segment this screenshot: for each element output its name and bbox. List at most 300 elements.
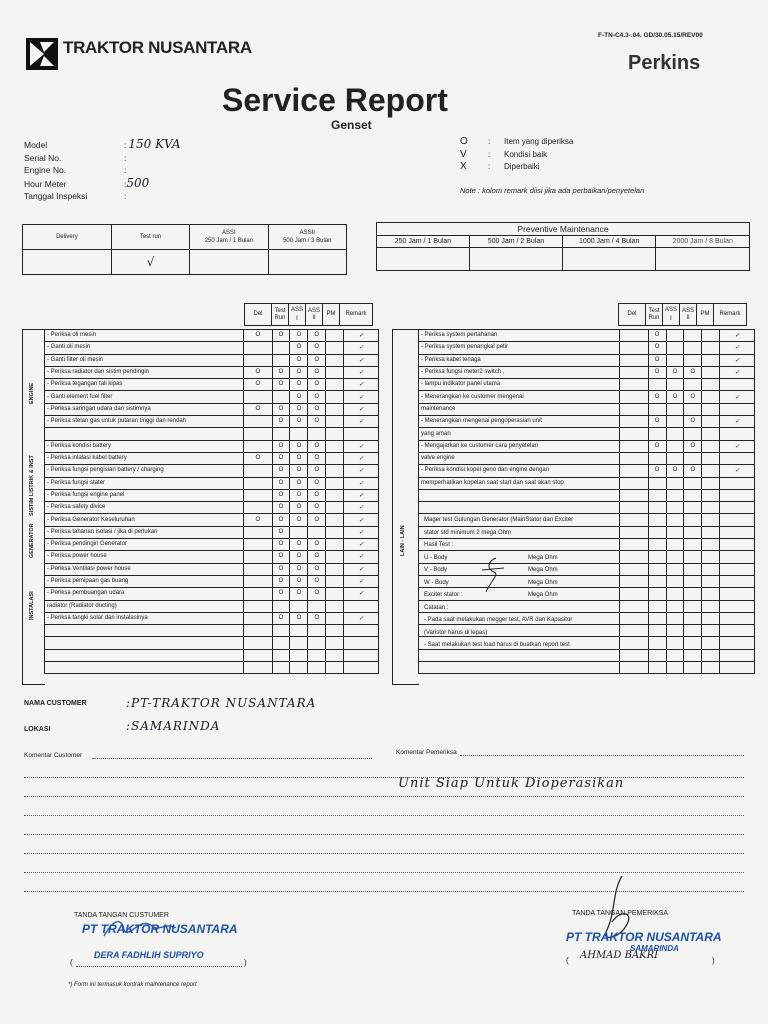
check-mark-cell — [326, 588, 344, 600]
legend — [460, 136, 573, 174]
hour-meter-value: 500 — [126, 175, 150, 190]
remark-cell: ✓ — [720, 465, 755, 477]
check-mark-cell — [702, 551, 720, 563]
check-mark-cell — [244, 551, 272, 563]
table-row — [45, 649, 379, 661]
table-row — [45, 625, 379, 637]
check-mark-cell — [244, 465, 272, 477]
remark-cell — [720, 502, 755, 514]
check-mark-cell — [272, 428, 290, 440]
remark-cell — [344, 625, 379, 637]
check-mark-cell — [326, 662, 344, 674]
table-row — [419, 342, 755, 354]
check-mark-cell — [648, 489, 666, 501]
remark-cell: ✓ — [344, 612, 379, 624]
check-mark-cell: O — [244, 330, 272, 342]
check-mark-cell — [620, 342, 648, 354]
remark-cell: ✓ — [344, 342, 379, 354]
check-mark-cell — [290, 526, 308, 538]
check-mark-cell — [326, 354, 344, 366]
checklist-item-label — [45, 625, 244, 637]
komentar-customer-label: Komentar Customer — [24, 752, 83, 759]
check-mark-cell — [272, 342, 290, 354]
check-mark-cell — [308, 625, 326, 637]
checklist-item-label: - Periksa radiator dan sistim pendingin — [45, 366, 244, 378]
checklist-item-label: - lampu indikator panel utama — [419, 379, 620, 391]
checklist-item-label: - Periksa oli mesin — [45, 330, 244, 342]
check-mark-cell: O — [648, 440, 666, 452]
checklist-item-label — [45, 649, 244, 661]
check-mark-cell: O — [290, 551, 308, 563]
remark-cell: ✓ — [344, 502, 379, 514]
checklist-item-label: - Periksa fungsi stater — [45, 477, 244, 489]
check-mark-cell — [290, 600, 308, 612]
remark-cell — [720, 662, 755, 674]
check-mark-cell: O — [308, 489, 326, 501]
check-mark-cell — [326, 330, 344, 342]
remark-cell: ✓ — [720, 354, 755, 366]
checklist-item-label: - Periksa pembuangan udara — [45, 588, 244, 600]
check-mark-cell: O — [308, 588, 326, 600]
remark-cell: ✓ — [720, 330, 755, 342]
table-row — [45, 452, 379, 464]
check-mark-cell — [684, 489, 702, 501]
check-mark-cell — [326, 539, 344, 551]
check-mark-cell: O — [308, 551, 326, 563]
check-mark-cell: O — [648, 416, 666, 428]
check-mark-cell: O — [648, 366, 666, 378]
check-mark-cell: O — [684, 391, 702, 403]
check-mark-cell — [684, 428, 702, 440]
checklist-item-label: radiator (Radiator ducting) — [45, 600, 244, 612]
check-mark-cell: O — [666, 366, 684, 378]
check-mark-cell: O — [666, 465, 684, 477]
table-row — [419, 428, 755, 440]
check-mark-cell: O — [290, 354, 308, 366]
remark-cell — [720, 403, 755, 415]
section-engine: ENGINE — [29, 382, 35, 404]
check-mark-cell — [326, 452, 344, 464]
check-mark-cell — [326, 489, 344, 501]
customer-name-label: NAMA CUSTOMER — [24, 700, 87, 707]
check-mark-cell — [702, 625, 720, 637]
check-mark-cell: O — [290, 465, 308, 477]
table-row — [419, 354, 755, 366]
check-mark-cell — [620, 354, 648, 366]
check-mark-cell: O — [290, 403, 308, 415]
table-row — [45, 440, 379, 452]
check-mark-cell — [648, 649, 666, 661]
check-mark-cell: O — [290, 563, 308, 575]
check-mark-cell — [308, 428, 326, 440]
table-row — [45, 637, 379, 649]
remark-cell — [720, 452, 755, 464]
table-row — [45, 612, 379, 624]
komentar-pemeriksa-label: Komentar Pemeriksa — [396, 749, 457, 756]
table-row — [45, 379, 379, 391]
checklist-item-label: - Periksa kondisi kopel geno dan engine dengan — [419, 465, 620, 477]
check-mark-cell — [326, 428, 344, 440]
checklist-item-label: - Menerangkan ke customer mengenai — [419, 391, 620, 403]
check-mark-cell — [666, 403, 684, 415]
check-mark-cell — [620, 428, 648, 440]
check-mark-cell: O — [272, 452, 290, 464]
table-row — [45, 539, 379, 551]
check-mark-cell — [684, 575, 702, 587]
table-row — [45, 477, 379, 489]
check-mark-cell — [272, 354, 290, 366]
check-mark-cell — [666, 354, 684, 366]
check-mark-cell — [684, 563, 702, 575]
check-mark-cell — [684, 330, 702, 342]
remark-cell: ✓ — [344, 563, 379, 575]
check-mark-cell — [244, 354, 272, 366]
check-mark-cell — [684, 637, 702, 649]
check-mark-cell — [326, 625, 344, 637]
remark-cell: ✓ — [344, 539, 379, 551]
model-value: 150 KVA — [128, 137, 181, 151]
remark-cell — [720, 428, 755, 440]
check-mark-cell — [620, 477, 648, 489]
checklist-item-label: - Periksa tangki solar dan instalasinya — [45, 612, 244, 624]
check-mark-cell: O — [272, 612, 290, 624]
check-mark-cell — [648, 452, 666, 464]
remark-cell: ✓ — [720, 416, 755, 428]
check-mark-cell — [684, 514, 702, 526]
checklist-item-label: - Periksa tegangan tali kipas — [45, 379, 244, 391]
check-mark-cell — [684, 477, 702, 489]
check-mark-cell — [620, 539, 648, 551]
check-mark-cell: O — [648, 342, 666, 354]
check-mark-cell — [702, 502, 720, 514]
right-section-column — [392, 329, 419, 685]
left-checklist-header: Del Test Run ASS I ASS II PM Remark — [244, 303, 373, 326]
inspector-name: AHMAD BAKRI — [580, 950, 659, 961]
check-mark-cell: O — [308, 391, 326, 403]
table-row — [45, 342, 379, 354]
check-mark-cell — [620, 403, 648, 415]
signature-bracket-right: ) — [712, 956, 715, 965]
check-mark-cell — [702, 489, 720, 501]
check-mark-cell — [244, 588, 272, 600]
check-mark-cell — [620, 662, 648, 674]
check-mark-cell — [702, 354, 720, 366]
checklist-item-label: - Mengajarkan ke customer cara penyetelan — [419, 440, 620, 452]
remark-cell: ✓ — [344, 416, 379, 428]
checklist-item-label: - Periksa power house — [45, 551, 244, 563]
check-mark-cell: O — [308, 612, 326, 624]
check-mark-cell — [620, 600, 648, 612]
check-mark-cell: O — [290, 391, 308, 403]
company-name: TRAKTOR NUSANTARA — [63, 38, 252, 57]
section-sistim-listrik: SISTIM LISTRIK & INST — [29, 455, 35, 516]
checklist-item-label: - Periksa kondisi battery — [45, 440, 244, 452]
check-mark-cell — [684, 662, 702, 674]
legend-row: O : Item yang diperiksa — [460, 136, 574, 147]
check-mark-cell — [684, 342, 702, 354]
table-row — [45, 514, 379, 526]
remark-cell: ✓ — [344, 452, 379, 464]
remark-cell — [344, 600, 379, 612]
table-row — [45, 662, 379, 674]
check-mark-cell: O — [308, 416, 326, 428]
check-mark-cell — [326, 403, 344, 415]
check-mark-cell — [648, 563, 666, 575]
page-subtitle: Genset — [331, 118, 372, 132]
remark-cell — [720, 539, 755, 551]
right-checklist-header: Del Test Run ASS I ASS II PM Remark — [618, 303, 747, 326]
check-mark-cell: O — [244, 379, 272, 391]
inspector-stamp-company: PT TRAKTOR NUSANTARA — [566, 930, 722, 944]
check-mark-cell: O — [684, 416, 702, 428]
checklist-item-label: - Periksa pendingin Generator — [45, 539, 244, 551]
checklist-item-label — [45, 662, 244, 674]
table-row — [45, 330, 379, 342]
remark-cell: ✓ — [720, 391, 755, 403]
table-row — [419, 379, 755, 391]
check-mark-cell — [666, 637, 684, 649]
check-mark-cell — [684, 612, 702, 624]
check-mark-cell — [326, 649, 344, 661]
remark-cell: ✓ — [344, 440, 379, 452]
signature-bracket-right: ) — [244, 958, 247, 967]
check-mark-cell — [666, 649, 684, 661]
check-mark-cell — [648, 403, 666, 415]
check-mark-cell — [244, 600, 272, 612]
check-mark-cell — [702, 428, 720, 440]
company-logo — [26, 38, 58, 70]
checklist-item-label: - Periksa pemipaan gas buang — [45, 575, 244, 587]
check-mark-cell: O — [272, 379, 290, 391]
checklist-item-label: - Periksa saringan udara dan sistimnya — [45, 403, 244, 415]
check-mark-cell — [702, 637, 720, 649]
check-mark-cell: O — [272, 489, 290, 501]
check-mark-cell — [648, 612, 666, 624]
customer-name-value: :PT-TRAKTOR NUSANTARA — [126, 696, 317, 710]
remark-cell — [720, 489, 755, 501]
table-row — [45, 354, 379, 366]
info-row: Engine No. : — [24, 165, 127, 175]
check-mark-cell — [648, 428, 666, 440]
check-mark-cell — [702, 366, 720, 378]
check-mark-cell — [620, 563, 648, 575]
table-row — [45, 526, 379, 538]
check-mark-cell: O — [308, 354, 326, 366]
check-mark-cell — [326, 514, 344, 526]
check-mark-cell — [702, 539, 720, 551]
table-row — [419, 465, 755, 477]
table-row — [45, 428, 379, 440]
remark-cell: ✓ — [344, 403, 379, 415]
check-mark-cell — [666, 330, 684, 342]
remark-cell: ✓ — [720, 366, 755, 378]
check-mark-cell — [244, 440, 272, 452]
check-mark-cell — [620, 514, 648, 526]
check-mark-cell — [702, 379, 720, 391]
check-mark-cell — [666, 539, 684, 551]
check-mark-cell: O — [272, 416, 290, 428]
check-mark-cell — [272, 625, 290, 637]
check-mark-cell — [290, 625, 308, 637]
check-mark-cell — [684, 452, 702, 464]
check-mark-cell: O — [290, 452, 308, 464]
table-row — [45, 465, 379, 477]
check-mark-cell — [620, 366, 648, 378]
megger-row: V - Body Mega Ohm — [424, 567, 558, 573]
table-row — [45, 575, 379, 587]
check-mark-cell: O — [308, 379, 326, 391]
footnote: *) Form ini termasuk kontrak maintenance report — [68, 982, 197, 988]
check-mark-cell: O — [272, 477, 290, 489]
remark-cell: ✓ — [344, 551, 379, 563]
check-mark-cell — [326, 342, 344, 354]
remark-cell — [344, 428, 379, 440]
check-mark-cell — [620, 637, 648, 649]
check-mark-cell — [648, 477, 666, 489]
check-mark-cell — [666, 379, 684, 391]
check-mark-cell — [244, 428, 272, 440]
check-mark-cell — [702, 452, 720, 464]
check-mark-cell: O — [308, 342, 326, 354]
remark-cell — [720, 612, 755, 624]
checklist-item-label: valve engine — [419, 452, 620, 464]
table-row — [419, 452, 755, 464]
check-mark-cell: O — [272, 563, 290, 575]
check-mark-cell — [308, 637, 326, 649]
remark-cell — [720, 526, 755, 538]
checklist-item-label: memperhatikan kopelan saat start dan saat akan stop — [419, 477, 620, 489]
check-mark-cell — [684, 539, 702, 551]
check-mark-cell — [702, 575, 720, 587]
check-mark-cell: O — [272, 465, 290, 477]
preventive-maintenance-table: Preventive Maintenance 250 Jam / 1 Bulan 500 Jam / 2 Bulan 1000 Jam / 4 Bulan 2000 Jam / 8 Bulan — [376, 222, 750, 271]
check-mark-cell: O — [290, 342, 308, 354]
check-mark-cell — [272, 649, 290, 661]
remark-cell — [720, 514, 755, 526]
check-mark-cell — [648, 502, 666, 514]
check-mark-cell: O — [244, 514, 272, 526]
check-mark-cell — [648, 625, 666, 637]
customer-signature — [100, 914, 180, 944]
check-mark-cell — [244, 575, 272, 587]
check-mark-cell — [620, 391, 648, 403]
check-mark-cell — [620, 440, 648, 452]
check-mark-cell: O — [290, 379, 308, 391]
remark-cell — [720, 379, 755, 391]
check-mark-cell — [326, 600, 344, 612]
check-mark-cell — [244, 649, 272, 661]
check-mark-cell — [666, 662, 684, 674]
check-mark-cell — [244, 563, 272, 575]
remark-cell — [720, 637, 755, 649]
check-mark-cell — [684, 551, 702, 563]
table-row — [45, 416, 379, 428]
check-mark-cell: O — [308, 514, 326, 526]
table-row — [45, 502, 379, 514]
check-mark-cell — [648, 514, 666, 526]
check-mark-cell — [326, 465, 344, 477]
test-run-check: √ — [111, 250, 189, 275]
check-mark-cell: O — [290, 539, 308, 551]
check-mark-cell — [702, 563, 720, 575]
table-row — [419, 330, 755, 342]
check-mark-cell — [326, 551, 344, 563]
check-mark-cell: O — [290, 514, 308, 526]
check-mark-cell — [620, 526, 648, 538]
check-mark-cell — [684, 403, 702, 415]
remark-cell — [344, 637, 379, 649]
customer-signer-name: DERA FADHLIH SUPRIYO — [94, 950, 204, 960]
signature-bracket-left: ( — [566, 956, 569, 965]
check-mark-cell: O — [290, 612, 308, 624]
check-mark-cell — [326, 637, 344, 649]
remark-cell: ✓ — [344, 354, 379, 366]
checklist-item-label: - Ganti filter oli mesin — [45, 354, 244, 366]
check-mark-cell: O — [272, 440, 290, 452]
checklist-item-label: - Ganti element fuel filter — [45, 391, 244, 403]
check-mark-cell: O — [290, 477, 308, 489]
check-mark-cell: O — [272, 526, 290, 538]
check-mark-cell: O — [290, 588, 308, 600]
check-mark-cell — [244, 539, 272, 551]
megger-row: U - Body Mega Ohm — [424, 554, 558, 561]
megger-row: W - Body Mega Ohm — [424, 579, 558, 586]
check-mark-cell: O — [272, 403, 290, 415]
check-mark-cell — [684, 649, 702, 661]
document-code: F-TN-C4.3-.04. GD/30.05.15/REV00 — [598, 32, 703, 39]
check-mark-cell — [244, 489, 272, 501]
check-mark-cell: O — [272, 539, 290, 551]
check-mark-cell: O — [308, 477, 326, 489]
check-mark-cell — [620, 625, 648, 637]
check-mark-cell — [620, 588, 648, 600]
check-mark-cell — [326, 379, 344, 391]
check-mark-cell — [308, 526, 326, 538]
check-mark-cell: O — [308, 440, 326, 452]
check-mark-cell — [666, 526, 684, 538]
left-checklist — [44, 329, 379, 674]
check-mark-cell — [666, 551, 684, 563]
check-mark-cell — [702, 477, 720, 489]
check-mark-cell — [702, 416, 720, 428]
check-mark-cell — [326, 563, 344, 575]
check-mark-cell — [666, 625, 684, 637]
check-mark-cell — [702, 330, 720, 342]
check-mark-cell — [702, 342, 720, 354]
info-row: Model : 150 KVA — [24, 137, 181, 151]
table-row — [419, 366, 755, 378]
check-mark-cell — [666, 440, 684, 452]
check-mark-cell — [702, 526, 720, 538]
location-label: LOKASI — [24, 726, 51, 733]
check-mark-cell — [702, 649, 720, 661]
delivery-table: Delivery Test run ASSI 250 Jam / 1 Bulan ASSII 500 Jam / 3 Bulan √ — [22, 224, 347, 275]
inspector-signature-label: TANDA TANGAN PEMERIKSA — [572, 910, 669, 917]
checklist-item-label: - Menerangkan mengenai pengoperasian unit — [419, 416, 620, 428]
check-mark-cell: O — [308, 403, 326, 415]
remark-cell: ✓ — [344, 391, 379, 403]
table-row — [419, 440, 755, 452]
check-mark-cell — [666, 502, 684, 514]
checklist-item-label: - Periksa Ventilasi power house — [45, 563, 244, 575]
customer-signature-label: TANDA TANGAN CUSTUMER — [74, 912, 169, 919]
check-mark-cell — [244, 502, 272, 514]
check-mark-cell — [244, 637, 272, 649]
remark-cell — [720, 563, 755, 575]
check-mark-cell — [666, 452, 684, 464]
check-mark-cell — [308, 600, 326, 612]
signature-bracket-left: ( — [70, 958, 73, 967]
